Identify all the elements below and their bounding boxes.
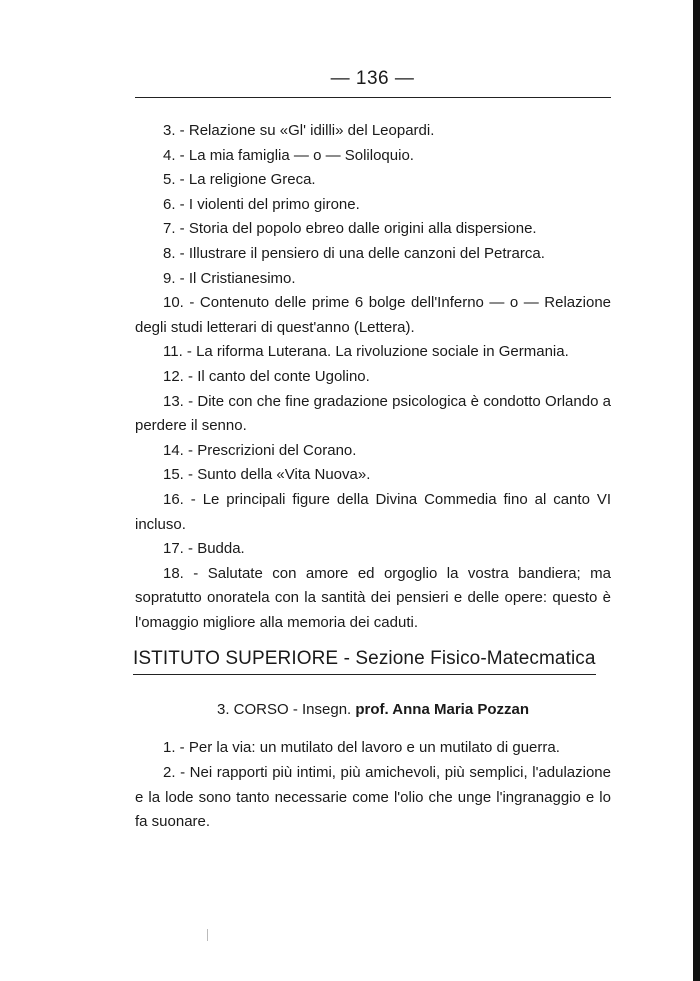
scan-speck <box>207 929 208 941</box>
item-number: 2. - <box>163 764 186 782</box>
list-item <box>135 217 611 242</box>
item-text: Dite con che fine gradazione psicologica è condotto Orlando a perdere il senno. <box>135 392 612 435</box>
item-text: Per la via: un mutilato del lavoro e un mutilato di guerra. <box>188 739 560 757</box>
page-number: — 136 — <box>330 68 415 89</box>
item-text: Il Cristianesimo. <box>188 269 296 287</box>
course-label: 3. CORSO - Insegn. <box>216 701 352 719</box>
list-item <box>135 537 611 562</box>
page-body <box>135 119 611 835</box>
item-number: 7. - <box>163 220 185 238</box>
item-text: Storia del popolo ebreo dalle origini alla dispersione. <box>188 220 537 238</box>
item-text: La religione Greca. <box>188 171 316 189</box>
list-item <box>135 390 611 439</box>
course-teacher: prof. Anna Maria Pozzan <box>355 701 530 719</box>
item-number: 13. - <box>163 392 194 410</box>
course-heading <box>135 698 611 722</box>
list-item <box>135 488 611 537</box>
header-rule <box>135 97 611 98</box>
item-text: Contenuto delle prime 6 bolge dell'Inferno — o — Relazione degli studi letterari di quest'anno (Lettera). <box>135 294 612 336</box>
list-item <box>135 736 611 761</box>
topic-list-b <box>135 736 611 834</box>
item-text: Nei rapporti più intimi, più amichevoli, più semplici, l'adulazione e la lode sono tanto necessarie come l'olio che unge l'ingranaggio e lo fa suonare. <box>135 764 611 831</box>
item-text: Sunto della «Vita Nuova». <box>197 466 371 484</box>
item-number: 17. - <box>163 540 194 558</box>
item-number: 18. - <box>163 564 199 582</box>
item-number: 4. - <box>163 146 185 164</box>
item-number: 16. - <box>163 490 196 508</box>
item-text: Le principali figure della Divina Commedia fino al canto VI incluso. <box>135 490 611 533</box>
item-number: 12. - <box>163 367 194 385</box>
item-number: 5. - <box>163 171 185 189</box>
list-item <box>135 193 611 218</box>
topic-list-a <box>135 119 611 635</box>
list-item <box>135 562 611 636</box>
item-number: 1. - <box>163 739 185 757</box>
item-text: Prescrizioni del Corano. <box>197 441 357 459</box>
item-text: Il canto del conte Ugolino. <box>197 367 370 385</box>
item-text: La riforma Luterana. La rivoluzione sociale in Germania. <box>196 343 569 361</box>
list-item <box>135 267 611 292</box>
item-text: La mia famiglia — o — Soliloquio. <box>188 146 414 164</box>
list-item <box>135 340 611 365</box>
item-number: 14. - <box>163 441 194 459</box>
item-number: 15. - <box>163 466 194 484</box>
section-title: ISTITUTO SUPERIORE - Sezione Fisico-Matecmatica <box>133 644 596 675</box>
item-number: 6. - <box>163 195 185 213</box>
list-item <box>135 168 611 193</box>
list-item <box>135 463 611 488</box>
list-item <box>135 761 611 835</box>
list-item <box>135 291 611 340</box>
item-number: 9. - <box>163 269 185 287</box>
item-text: Relazione su «Gl' idilli» del Leopardi. <box>188 122 435 139</box>
list-item <box>135 144 611 169</box>
list-item <box>135 119 611 144</box>
list-item <box>135 365 611 390</box>
item-number: 8. - <box>163 244 185 262</box>
item-text: Budda. <box>197 540 245 558</box>
item-text: Illustrare il pensiero di una delle canzoni del Petrarca. <box>188 244 545 262</box>
item-number: 10. - <box>163 294 195 312</box>
list-item <box>135 439 611 464</box>
item-number: 11. - <box>163 343 192 361</box>
list-item <box>135 242 611 267</box>
item-text: Salutate con amore ed orgoglio la vostra bandiera; ma sopratutto onoratela con la santità dei pensieri e delle opere: questo è l'omaggio migliore alla memoria dei caduti. <box>135 564 611 631</box>
item-text: I violenti del primo girone. <box>188 195 360 213</box>
item-number: 3. - <box>163 122 185 139</box>
page-edge-shadow <box>693 0 700 981</box>
